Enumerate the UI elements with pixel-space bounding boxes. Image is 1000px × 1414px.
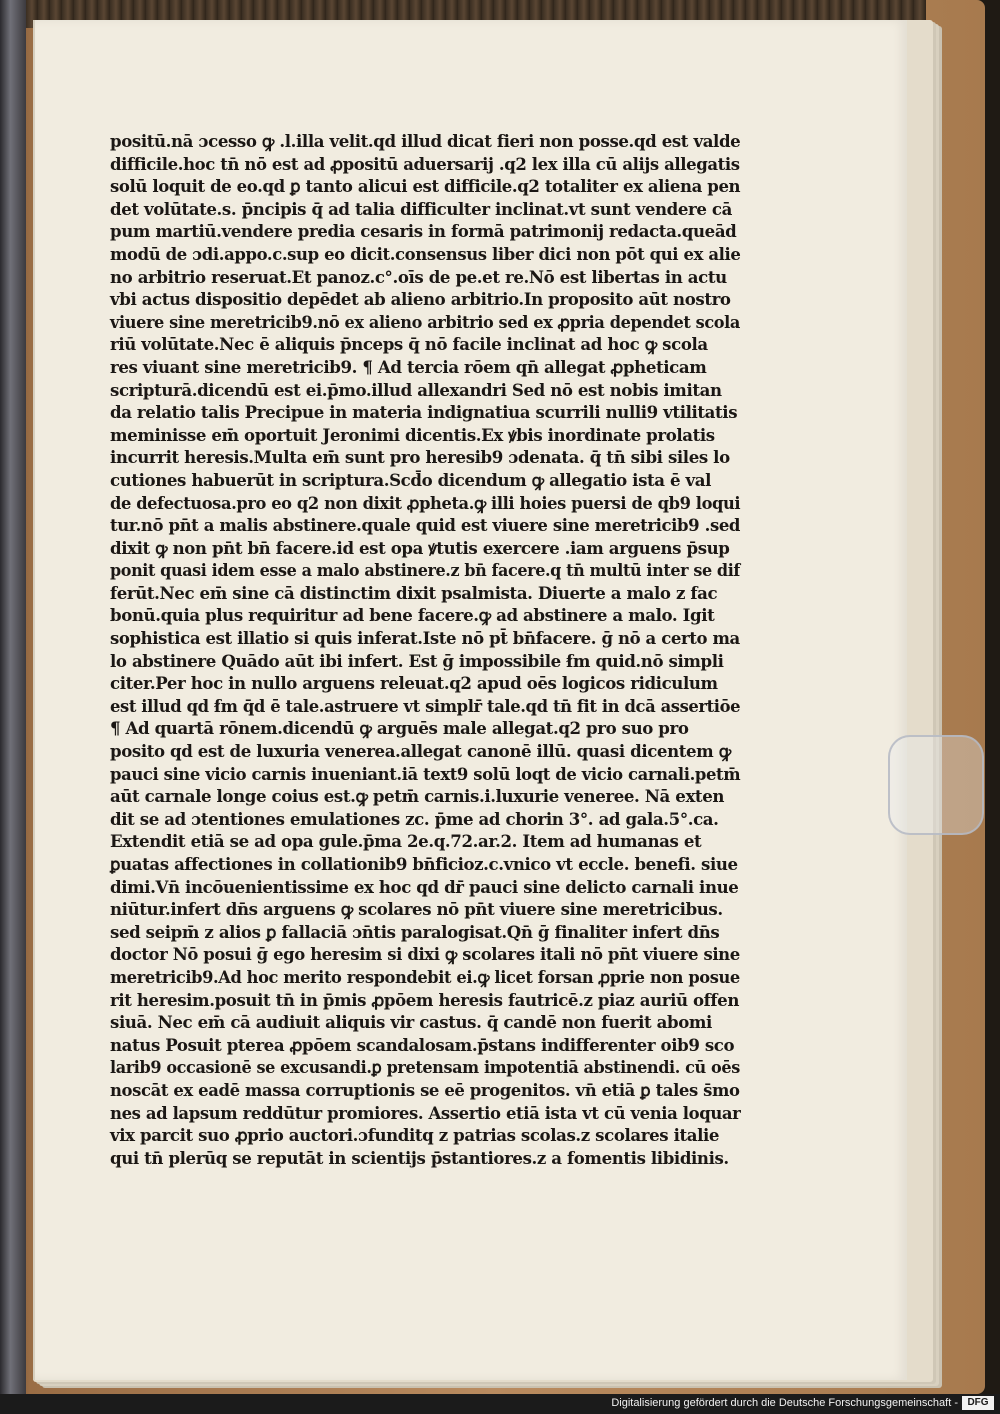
text-line: pum martiū.vendere predia cesaris in formā patrimonij redacta.queād xyxy=(110,221,737,242)
left-page-edge xyxy=(0,0,26,1394)
text-line: aūt carnale longe coius est.ꝙ petm̄ carnis.i.luxurie veneree. Nā exten xyxy=(110,786,725,807)
text-line: modū de ɔdi.appo.c.sup eo dicit.consensus liber dici non pōt qui ex alie xyxy=(110,243,741,264)
text-line: larib9 occasionē se excusandi.ꝑ pretensam impotentiā abstinendi. cū oēs xyxy=(110,1057,740,1078)
text-line: est illud qd ẜm q̄d ē tale.astruere vt simplr̄ tale.qd tn̄ fit in dcā assertiōe xyxy=(110,695,741,716)
text-line: det volūtate.s. p̄ncipis q̄ ad talia difficulter inclinat.vt sunt vendere cā xyxy=(110,198,732,219)
text-line: meminisse em̄ oportuit Jeronimi dicentis.Ex ꝟbis inordinate prolatis xyxy=(110,424,715,445)
text-line: no arbitrio reseruat.Et panoz.c°.oīs de pe.et re.Nō est libertas in actu xyxy=(110,266,727,287)
text-line: natus Posuit pterea ꝓpōem scandalosam.p̄stans indifferenter oib9 sco xyxy=(110,1034,735,1055)
text-line: de defectuosa.pro eo q2 non dixit ꝓpheta.ꝙ illi hoies puersi de qb9 loqui xyxy=(110,492,741,513)
text-line: incurrit heresis.Multa em̄ sunt pro heresib9 ɔdenata. q̄ tn̄ sibi siles lo xyxy=(110,447,730,468)
dfg-logo-icon: DFG xyxy=(962,1396,994,1410)
text-line: cutiones habuerūt in scriptura.Scd̄o dicendum ꝙ allegatio ista ē val xyxy=(110,469,712,490)
text-line: noscāt ex eadē massa corruptionis se eē progenitos. vn̄ etiā ꝑ tales s̄mo xyxy=(110,1079,740,1100)
text-line: Extendit etiā se ad opa gule.p̄ma 2e.q.72.ar.2. Item ad humanas et xyxy=(110,831,702,852)
text-line: ¶ Ad quartā rōnem.dicendū ꝙ arguēs male allegat.q2 pro suo pro xyxy=(110,718,689,739)
text-line: tur.nō pn̄t a malis abstinere.quale quid est viuere sine meretricib9 .sed xyxy=(110,515,741,536)
text-line: rit heresim.posuit tn̄ in p̄mis ꝓpōem heresis fautricē.z piaz auriū offen xyxy=(110,989,739,1010)
text-line: positū.nā ɔcesso ꝙ .l.illa velit.qd illud dicat fieri non posse.qd est valde xyxy=(110,131,741,151)
text-line: ferūt.Nec em̄ sine cā distinctim dixit psalmista. Diuerte a malo z fac xyxy=(110,582,718,603)
text-line: niūtur.infert dn̄s arguens ꝙ scolares nō pn̄t viuere sine meretricibus. xyxy=(110,899,723,920)
text-line: ponit quasi idem esse a malo abstinere.z bn̄ facere.q tn̄ multū inter se dif xyxy=(110,560,740,581)
text-line: dit se ad ɔtentiones emulationes zc. p̄me ad chorin 3°. ad gala.5°.ca. xyxy=(110,808,719,829)
text-line: qui tn̄ plerūq se reputāt in scientijs p̄stantiores.z a fomentis libidinis. xyxy=(110,1147,729,1168)
text-line: siuā. Nec em̄ cā audiuit aliquis vir castus. q̄ candē non fuerit abomi xyxy=(110,1012,712,1033)
text-line: sed seipm̄ z alios ꝑ fallaciā ɔn̄tis paralogisat.Qn̄ ḡ finaliter infert dn̄s xyxy=(110,921,720,942)
text-line: ꝑuatas affectiones in collationib9 bn̄ficioz.c.vnico vt eccle. benefi. siue xyxy=(110,854,738,874)
text-line: viuere sine meretricib9.nō ex alieno arbitrio sed ex ꝓpria dependet scola xyxy=(110,311,740,332)
text-line: difficile.hoc tn̄ nō est ad ꝓpositū aduersarij .q2 lex illa cū alijs allegatis xyxy=(110,153,740,174)
text-line: da relatio talis Precipue in materia indignatiua scurrili nulli9 vtilitatis xyxy=(110,402,738,423)
text-line: bonū.quia plus requiritur ad bene facere.ꝙ ad abstinere a malo. Igit xyxy=(110,605,715,626)
text-line: vix parcit suo ꝓprio auctori.ɔfunditq z patrias scolas.z scolares italie xyxy=(110,1125,720,1146)
text-line: meretricib9.Ad hoc merito respondebit ei.ꝙ licet forsan ꝓprie non posue xyxy=(110,966,740,987)
text-line: posito qd est de luxuria venerea.allegat canonē illū. quasi dicentem ꝙ xyxy=(110,741,731,762)
footer-credit: Digitalisierung gefördert durch die Deutsche Forschungsgemeinschaft - xyxy=(611,1397,958,1409)
text-line: sophistica est illatio si quis inferat.Iste nō pt̄ bn̄facere. ḡ nō a certo ma xyxy=(110,628,740,649)
text-line: scripturā.dicendū est ei.p̄mo.illud allexandri Sed nō est nobis imitan xyxy=(110,379,722,400)
text-line: doctor Nō posui ḡ ego heresim si dixi ꝙ scolares itali nō pn̄t viuere sine xyxy=(110,944,740,965)
page-text-block xyxy=(110,130,740,1169)
text-line: res viuant sine meretricib9. ¶ Ad tercia rōem qn̄ allegat ꝓpheticam xyxy=(110,356,707,377)
text-line: citer.Per hoc in nullo arguens releuat.q2 apud oēs logicos ridiculum xyxy=(110,673,718,694)
text-line: dixit ꝙ non pn̄t bn̄ facere.id est opa ꝟtutis exercere .iam arguens p̄sup xyxy=(110,537,730,558)
text-line: dimi.Vn̄ incōuenientissime ex hoc qd dr̄ pauci sine delicto carnali inue xyxy=(110,876,739,897)
text-line: vbi actus dispositio depēdet ab alieno arbitrio.In proposito aūt nostro xyxy=(110,289,731,310)
text-line: riū volūtate.Nec ē aliquis p̄nceps q̄ nō facile inclinat ad hoc ꝙ scola xyxy=(110,334,708,355)
text-line: pauci sine vicio carnis inueniant.iā text9 solū loqt de vicio carnali.petm̄ xyxy=(110,763,741,784)
text-line: nes ad lapsum reddūtur promiores. Assertio etiā ista vt cū venia loquar xyxy=(110,1102,741,1123)
page-clip xyxy=(888,735,984,835)
text-line: lo abstinere Quādo aūt ibi infert. Est ḡ impossibile ẜm quid.nō simpli xyxy=(110,650,724,671)
text-line: solū loquit de eo.qd ꝑ tanto alicui est difficile.q2 totaliter ex aliena pen xyxy=(110,176,741,197)
